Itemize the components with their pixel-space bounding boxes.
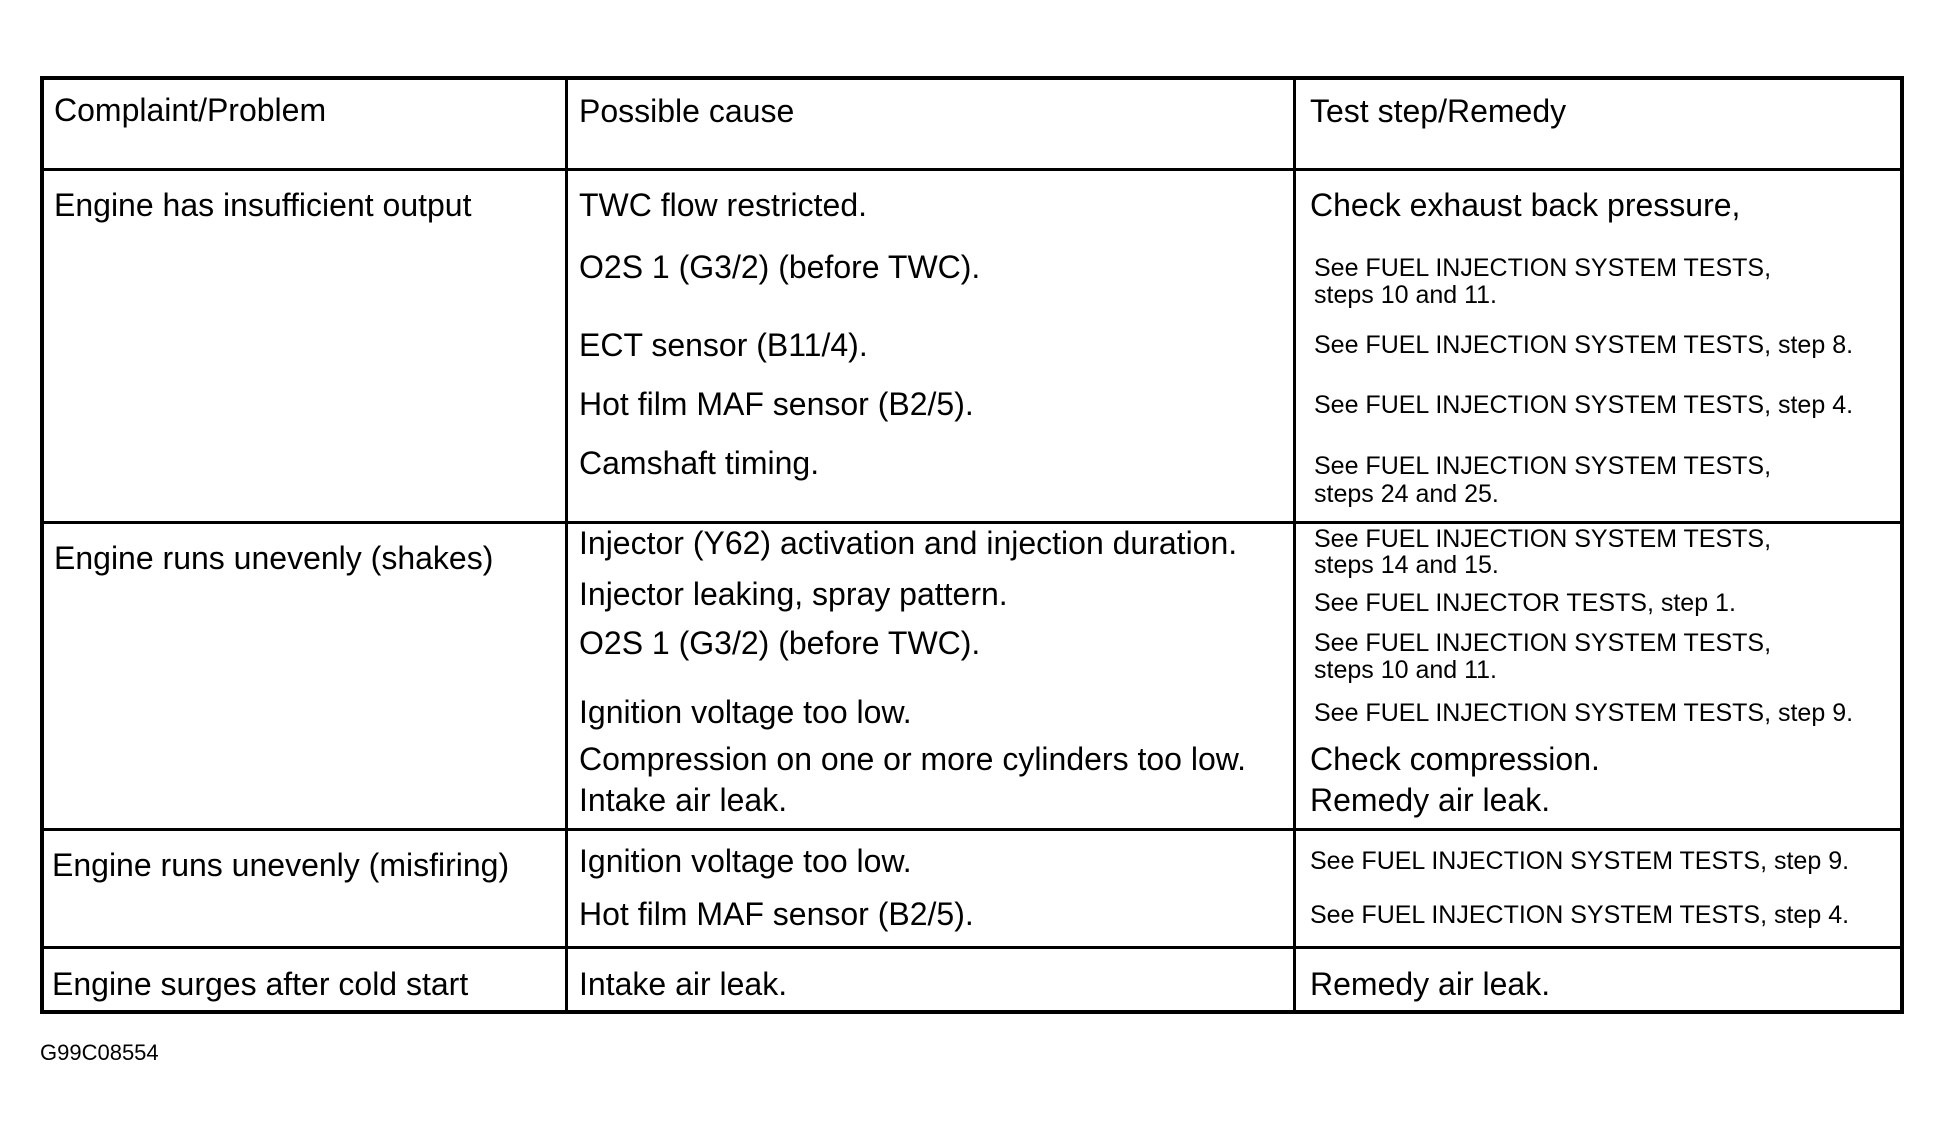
remedy-cell: See FUEL INJECTION SYSTEM TESTS, step 8. bbox=[1314, 331, 1854, 359]
group-divider-3 bbox=[44, 946, 1900, 949]
cause-cell: Injector (Y62) activation and injection duration. bbox=[579, 525, 1238, 561]
remedy-cell: See FUEL INJECTION SYSTEM TESTS, bbox=[1314, 254, 1772, 282]
complaint-insufficient-output: Engine has insufficient output bbox=[54, 187, 472, 223]
troubleshooting-table bbox=[40, 76, 1904, 1014]
group-divider-1 bbox=[44, 521, 1900, 524]
column-divider-1 bbox=[565, 80, 568, 1010]
remedy-cell-line2: steps 24 and 25. bbox=[1314, 480, 1499, 508]
header-cause: Possible cause bbox=[579, 93, 795, 129]
column-divider-2 bbox=[1293, 80, 1296, 1010]
remedy-cell: See FUEL INJECTION SYSTEM TESTS, step 4. bbox=[1314, 391, 1854, 419]
complaint-surges: Engine surges after cold start bbox=[52, 966, 469, 1002]
remedy-cell: See FUEL INJECTION SYSTEM TESTS, bbox=[1314, 452, 1772, 480]
cause-cell: O2S 1 (G3/2) (before TWC). bbox=[579, 625, 981, 661]
cause-cell: Camshaft timing. bbox=[579, 445, 820, 481]
remedy-cell: See FUEL INJECTION SYSTEM TESTS, step 4. bbox=[1310, 901, 1850, 929]
remedy-cell: See FUEL INJECTION SYSTEM TESTS, bbox=[1314, 525, 1772, 553]
cause-cell: ECT sensor (B11/4). bbox=[579, 327, 868, 363]
remedy-cell: Remedy air leak. bbox=[1310, 782, 1551, 818]
cause-cell: Injector leaking, spray pattern. bbox=[579, 576, 1008, 612]
cause-cell: Ignition voltage too low. bbox=[579, 843, 912, 879]
cause-cell: Intake air leak. bbox=[579, 966, 788, 1002]
cause-cell: Intake air leak. bbox=[579, 782, 788, 818]
complaint-misfiring: Engine runs unevenly (misfiring) bbox=[52, 847, 510, 883]
remedy-cell: See FUEL INJECTION SYSTEM TESTS, step 9. bbox=[1310, 847, 1850, 875]
remedy-cell: Check exhaust back pressure, bbox=[1310, 187, 1741, 223]
header-complaint: Complaint/Problem bbox=[54, 92, 327, 128]
complaint-shakes: Engine runs unevenly (shakes) bbox=[54, 540, 494, 576]
cause-cell: Hot film MAF sensor (B2/5). bbox=[579, 896, 974, 932]
remedy-cell-line2: steps 10 and 11. bbox=[1314, 281, 1498, 309]
remedy-cell-line2: steps 10 and 11. bbox=[1314, 656, 1498, 684]
remedy-cell: See FUEL INJECTOR TESTS, step 1. bbox=[1314, 589, 1736, 617]
remedy-cell: Check compression. bbox=[1310, 741, 1600, 777]
remedy-cell: See FUEL INJECTION SYSTEM TESTS, bbox=[1314, 629, 1772, 657]
remedy-cell: Remedy air leak. bbox=[1310, 966, 1551, 1002]
group-divider-2 bbox=[44, 828, 1900, 831]
cause-cell: Compression on one or more cylinders too low. bbox=[579, 741, 1246, 777]
remedy-cell-line2: steps 14 and 15. bbox=[1314, 551, 1499, 579]
cause-cell: O2S 1 (G3/2) (before TWC). bbox=[579, 249, 981, 285]
header-remedy: Test step/Remedy bbox=[1310, 93, 1567, 129]
figure-code: G99C08554 bbox=[40, 1040, 159, 1065]
cause-cell: Ignition voltage too low. bbox=[579, 694, 912, 730]
cause-cell: Hot film MAF sensor (B2/5). bbox=[579, 386, 974, 422]
header-divider bbox=[44, 168, 1900, 171]
remedy-cell: See FUEL INJECTION SYSTEM TESTS, step 9. bbox=[1314, 699, 1854, 727]
cause-cell: TWC flow restricted. bbox=[579, 187, 868, 223]
